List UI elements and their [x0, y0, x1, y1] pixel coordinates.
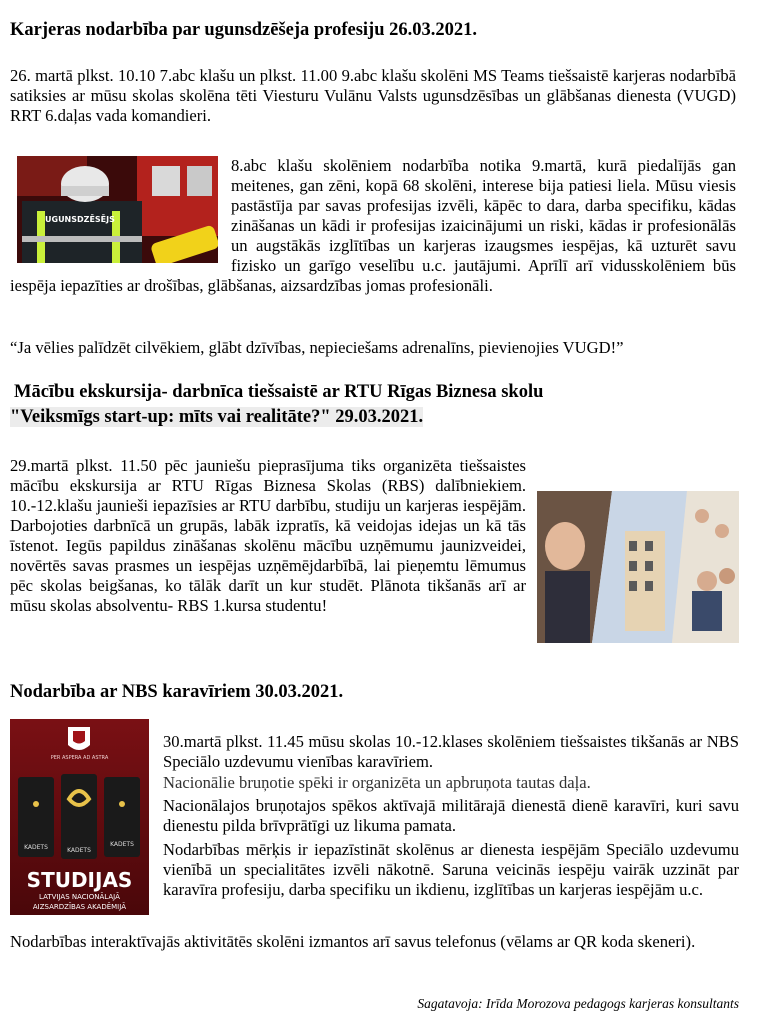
- signature: Sagatavoja: Irīda Morozova pedagogs karjeras konsultants: [417, 996, 739, 1011]
- poster-rank-2: KADETS: [67, 847, 91, 854]
- section3-line3: Nacionālajos bruņotajos spēkos aktīvajā militārajā dienestā dienē karavīri, kuri savu dienestu pilda brīvprātīgi uz likuma pamata.: [163, 796, 739, 835]
- section3-line5: Nodarbības interaktīvajās aktivitātēs skolēni izmantos arī savus telefonus (vēlams ar QR koda skeneri).: [10, 932, 696, 951]
- naa-poster: [10, 719, 149, 915]
- section2-body: [10, 456, 738, 664]
- section1-body: [10, 156, 736, 296]
- section2-title-line2: [10, 406, 423, 428]
- poster-sub-1: LATVIJAS NACIONĀLAJĀ: [39, 893, 120, 901]
- photo-label: UGUNSDZĒSĒJS: [45, 215, 115, 224]
- poster-motto: PER ASPERA AD ASTRA: [50, 755, 109, 761]
- section2-body-text: 29.martā plkst. 11.50 pēc jauniešu pieprasījuma tiks organizēta tiešsaistes mācību ekskursija ar RTU Rīgas Biznesa Skolas (RBS) dalībniekiem. 10.-12.klašu jaunieši iepazīsies ar RTU darbību, studiju un karjeras iespējām. Darbojoties darbnīcā un grupās, labāk izpratīs, kā veidojas idejas un kā tās īstenot. Iegūs papildus zināšanas skolēnu mācību uzņēmumu jaunizveidei, novērtēs savas prasmes un iespējas uzņēmējdarbībā, lai pieņemtu lēmumus pēc skolas beigšanas, ko tālāk darīt un kur studēt. Plānota tikšanās arī ar mūsu skolas absolventu- RBS 1.kursa studentu!: [10, 456, 526, 615]
- section3-line2: Nacionālie bruņotie spēki ir organizēta un apbruņota tautas daļa.: [163, 773, 591, 792]
- section1-body-text: 8.abc klašu skolēniem nodarbība notika 9.martā, kurā piedalījās gan meitenes, gan zēni, kopā 68 skolēni, interese bija patiesi liela. Mūsu viesis pastāstīja par savas profesijas izvēli, kāpēc to dara, darba specifiku, kādas zināšanas un kādi ir profesijas izaicinājumi un riski, kādas ir profesionālās un augstākās izglītības un karjeras izaugsmes iespējas, kā uzturēt savu fizisko un garīgo veselību u.c. jautājumi. Aprīlī arī vidusskolēniem būs iespēja iepazīties ar drošības, glābšanas, aizsardzības jomas profesionāli.: [10, 156, 736, 295]
- section1-intro: 26. martā plkst. 10.10 7.abc klašu un plkst. 11.00 9.abc klašu skolēni MS Teams tiešsaistē karjeras nodarbībā satiksies ar mūsu skolas skolēna tēti Viesturu Vulānu Valsts ugunsdzēsības un glābšanas dienesta (VUGD) RRT 6.daļas vada komandieri.: [10, 66, 736, 125]
- poster-rank-1: KADETS: [24, 844, 48, 851]
- poster-rank-3: KADETS: [110, 841, 134, 848]
- section1-quote: “Ja vēlies palīdzēt cilvēkiem, glābt dzīvības, nepieciešams adrenalīns, pievienojies VUGD!”: [10, 338, 624, 357]
- section2-title-line1: Mācību ekskursija- darbnīca tiešsaistē ar RTU Rīgas Biznesa skolu: [14, 382, 544, 402]
- section1-title: Karjeras nodarbība par ugunsdzēšeja profesiju 26.03.2021.: [10, 20, 477, 40]
- section3-line1: 30.martā plkst. 11.45 mūsu skolas 10.-12.klases skolēniem tiešsaistes tikšanās ar NBS Speciālo uzdevumu vienības karavīriem.: [163, 732, 739, 771]
- section3-title: Nodarbība ar NBS karavīriem 30.03.2021.: [10, 682, 344, 702]
- section3-line4: Nodarbības mērķis ir iepazīstināt skolēnus ar dienesta iespējām Speciālo uzdevumu vienībā un specialitātes izvēli nākotnē. Saruna veicinās iespēju vairāk uzzināt par karavīra profesiju, darba specifiku un ikdienu, izglītības un karjeras iespējām u.c.: [163, 840, 739, 899]
- poster-sub-2: AIZSARDZĪBAS AKADĒMIJĀ: [32, 903, 127, 911]
- section2-title-line2-text: "Veiksmīgs start-up: mīts vai realitāte?" 29.03.2021.: [10, 407, 424, 427]
- poster-heading: STUDIJAS: [26, 868, 133, 892]
